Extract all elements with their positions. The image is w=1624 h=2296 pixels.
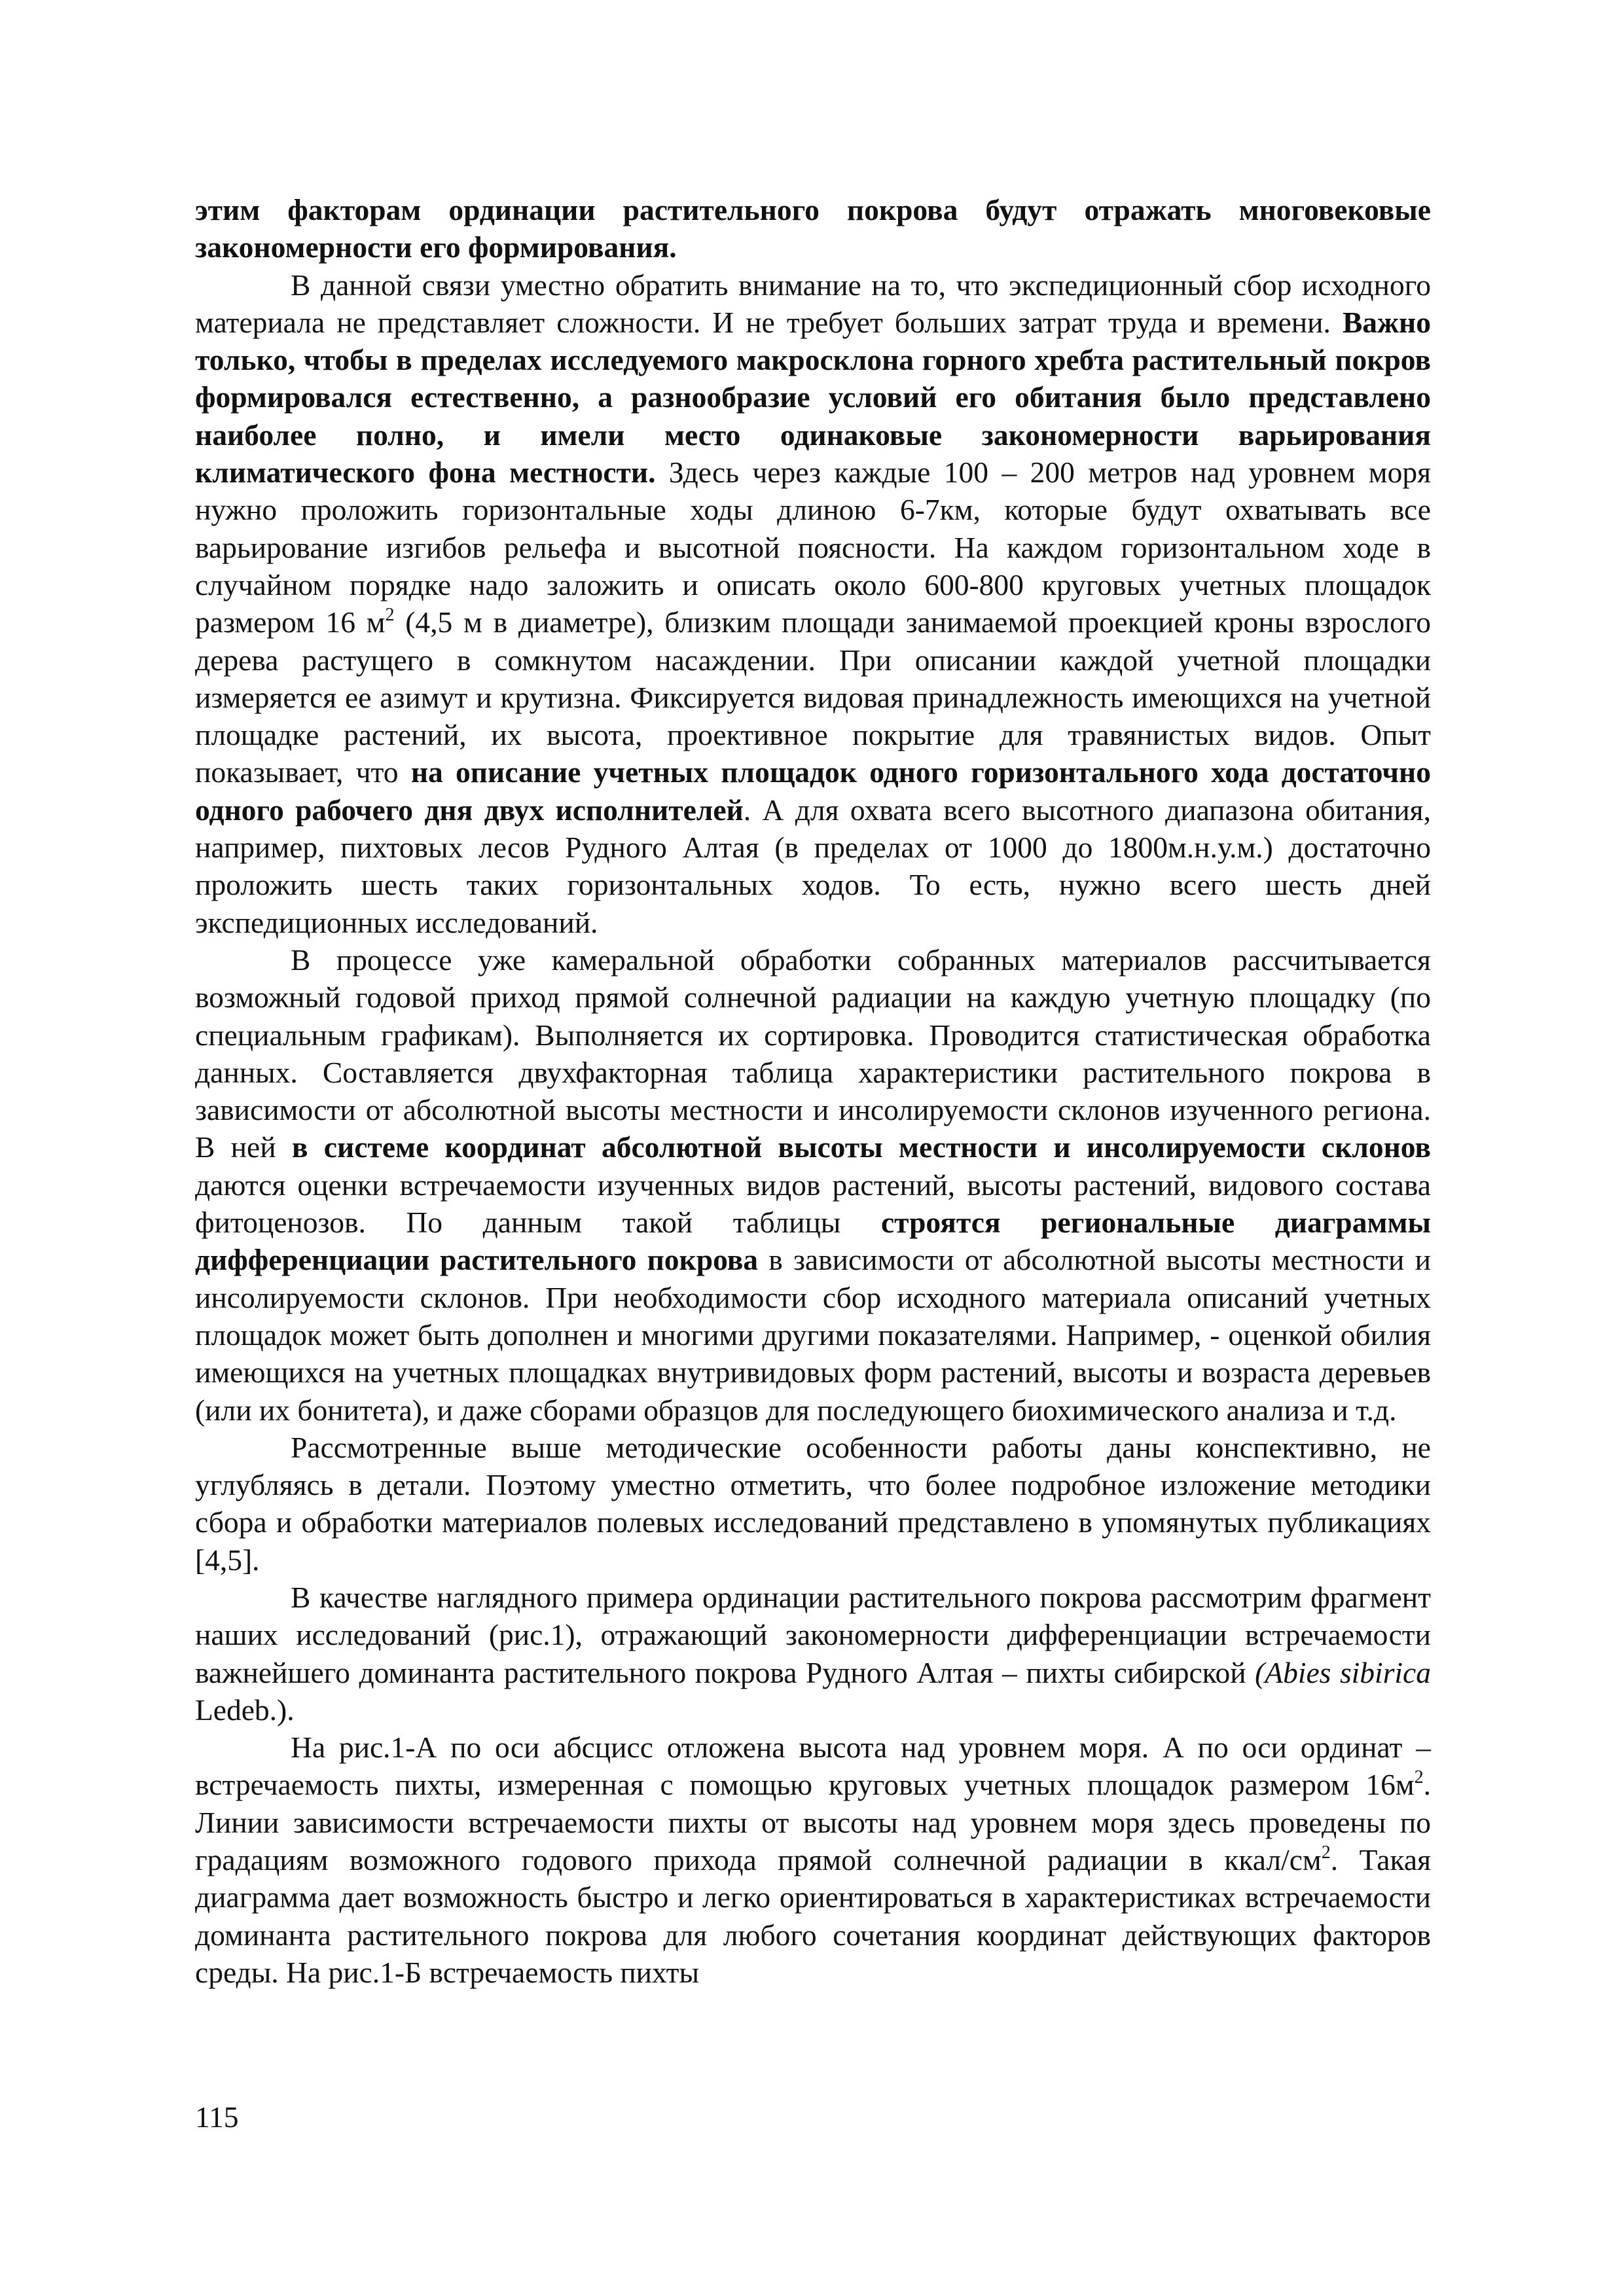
text-segment: даются оценки встречаемости изученных видов растений, высоты растений, видового состава фитоценозов. По данным такой таблицы — [195, 1168, 1431, 1240]
text-segment: . А для охвата всего высотного диапазона обитания, например, пихтовых лесов Рудного Алтая (в пределах от 1000 до 1800м.н.у.м.) достаточно проложить шесть таких горизонтальных ходов. То есть, нужно всего шесть дней экспедиционных исследований. — [195, 793, 1431, 939]
text-segment: (4,5 м в диаметре), близким площади занимаемой проекцией кроны взрослого дерева растущего в сомкнутом насаждении. При описании каждой учетной площадки измеряется ее азимут и крутизна. Фиксируется видовая принадлежность имеющихся на учетной площадке растений, их высота, проективное покрытие для травянистых видов. Опыт показывает, что — [195, 605, 1432, 789]
text-segment: В качестве наглядного примера ординации растительного покрова рассмотрим фрагмент наших исследований (рис.1), отражающий закономерности дифференциации встречаемости важнейшего доминанта растительного покрова Рудного Алтая – пихты сибирской — [195, 1580, 1431, 1689]
paragraph — [195, 1429, 1431, 1579]
superscript: 2 — [1414, 1767, 1424, 1788]
bold-text: Важно только, чтобы в пределах исследуемого макросклона горного хребта растительный покров формировался естественно, а разнообразие условий его обитания было представлено наиболее полно, и имели место одинаковые закономерности варьирования климатического фона местности. — [195, 305, 1431, 490]
text-segment: в зависимости от абсолютной высоты местности и инсолируемости склонов. При необходимости сбор исходного материала описаний учетных площадок может быть дополнен и многими другими показателями. Например, - оценкой обилия имеющихся на учетных площадках внутривидовых форм растений, высоты и возраста деревьев (или их бонитета), и даже сборами образцов для последующего биохимического анализа и т.д. — [195, 1243, 1431, 1427]
text-segment: В процессе уже камеральной обработки собранных материалов рассчитывается возможный годовой приход прямой солнечной радиации на каждую учетную площадку (по специальным графикам). Выполняется их сортировка. Проводится статистическая обработка данных. Составляется двухфакторная таблица характеристики растительного покрова в зависимости от абсолютной высоты местности и инсолируемости склонов изученного региона. В ней — [195, 942, 1431, 1164]
paragraph — [195, 191, 1431, 266]
superscript: 2 — [385, 605, 395, 626]
bold-text: строятся региональные диаграммы дифференциации растительного покрова — [195, 1206, 1431, 1277]
paragraph — [195, 1729, 1431, 1991]
document-body — [195, 191, 1431, 1991]
text-segment: Ledeb.). — [195, 1693, 295, 1727]
paragraph — [195, 941, 1431, 1429]
text-segment: Здесь через каждые 100 – 200 метров над уровнем моря нужно проложить горизонтальные ходы длиною 6-7км, которые будут охватывать все варьирование изгибов рельефа и высотной поясности. На каждом горизонтальном ходе в случайном порядке надо заложить и описать около 600-800 круговых учетных площадок размером 16 м — [195, 456, 1432, 639]
text-segment: . Линии зависимости встречаемости пихты от высоты над уровнем моря здесь проведены по градациям возможного годового прихода прямой солнечной радиации в ккал/см — [195, 1768, 1431, 1877]
text-segment: В данной связи уместно обратить внимание на то, что экспедиционный сбор исходного материала не представляет сложности. И не требует больших затрат труда и времени. — [195, 268, 1431, 339]
text-segment: На рис.1-А по оси абсцисс отложена высота над уровнем моря. А по оси ординат – встречаемость пихты, измеренная с помощью круговых учетных площадок размером 16м — [195, 1731, 1431, 1802]
italic-text: (Abies sibirica — [1255, 1655, 1431, 1689]
bold-text: этим факторам ординации растительного покрова будут отражать многовековые закономерности его формирования. — [195, 193, 1431, 264]
text-segment: . Такая диаграмма дает возможность быстро и легко ориентироваться в характеристиках встречаемости доминанта растительного покрова для любого сочетания координат действующих факторов среды. На рис.1-Б встречаемость пихты — [195, 1843, 1431, 1989]
text-segment: Рассмотренные выше методические особенности работы даны конспективно, не углубляясь в детали. Поэтому уместно отметить, что более подробное изложение методики сбора и обработки материалов полевых исследований представлено в упомянутых публикациях [4,5]. — [195, 1430, 1431, 1577]
bold-text: на описание учетных площадок одного горизонтального хода достаточно одного рабочего дня двух исполнителей — [195, 755, 1431, 827]
paragraph — [195, 266, 1431, 941]
bold-text: в системе координат абсолютной высоты местности и инсолируемости склонов — [291, 1130, 1431, 1164]
page-number: 115 — [195, 2100, 239, 2134]
paragraph — [195, 1579, 1431, 1729]
superscript: 2 — [1321, 1842, 1331, 1863]
